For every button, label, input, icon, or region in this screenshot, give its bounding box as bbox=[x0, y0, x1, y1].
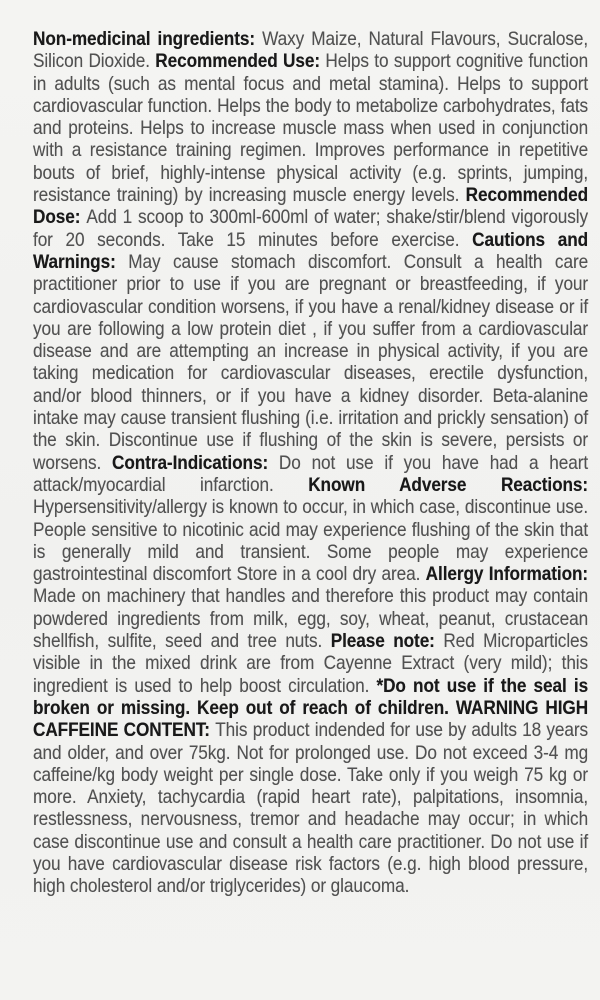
label-body-text: This product indended for use by adults 18 years and older, and over 75kg. Not for prolonged use. Do not exceed 3-4 mg caffeine/kg body weight per single dose. Take only if you weigh 75 kg or more. Anxiety, tachycardia (rapid heart rate), palpitations, insomnia, restlessness, nervousness, tremor and headache may occur; in which case discontinue use and consult a health care practitioner. Do not use if you have cardiovascular disease risk factors (e.g. high blood pressure, high cholesterol and/or triglycerides) or glaucoma. bbox=[33, 719, 589, 898]
label-section-heading: Recommended Dose: bbox=[33, 184, 589, 229]
label-ingredients-warnings-text bbox=[33, 28, 588, 898]
label-section-heading: Known Adverse Reactions: bbox=[308, 473, 589, 496]
label-section-heading: Please note: bbox=[330, 630, 444, 653]
label-section-heading: Recommended Use: bbox=[155, 50, 326, 73]
label-body-text: Helps to support cognitive function in adults (such as mental focus and metal stamina). Helps to support cardiovascular function. Helps the body to metabolize carbohydrates, fats and proteins. Helps to increase muscle mass when used in conjunction with a resistance training regimen. Improves performance in repetitive bouts of brief, highly-intense physical activity (e.g. sprints, jumping, resistance training) by increasing muscle energy levels. bbox=[33, 50, 589, 207]
label-body-text: Do not use if you have had a heart attack/myocardial infarction. bbox=[33, 451, 589, 496]
label-section-heading: Allergy Information: bbox=[425, 563, 589, 586]
label-section-heading: Non-medicinal ingredients: bbox=[33, 28, 263, 50]
label-section-heading: *Do not use if the seal is broken or missing. Keep out of reach of children. WARNING HIGH CAFFEINE CONTENT: bbox=[33, 674, 589, 742]
label-body-text: Hypersensitivity/allergy is known to occur, in which case, discontinue use. People sensitive to nicotinic acid may experience flushing of the skin that is generally mild and transient. Some people may experience gastrointestinal discomfort Store in a cool dry area. bbox=[33, 496, 589, 586]
label-body-text: Add 1 scoop to 300ml-600ml of water; shake/stir/blend vigorously for 20 seconds. Take 15 minutes before exercise. bbox=[33, 206, 589, 251]
label-body-text: May cause stomach discomfort. Consult a health care practitioner prior to use if you are pregnant or breastfeeding, if your cardiovascular condition worsens, if you have a renal/kidney disease or if you are following a low protein diet , if you suffer from a cardiovascular disease and are attempting an increase in physical activity, if you are taking medication for cardiovascular diseases, erectile dysfunction, and/or blood thinners, or if you have a kidney disorder. Beta-alanine intake may cause transient flushing (i.e. irritation and prickly sensation) of the skin. Discontinue use if flushing of the skin is severe, persists or worsens. bbox=[33, 250, 589, 474]
label-body-text: Waxy Maize, Natural Flavours, Sucralose, Silicon Dioxide. bbox=[33, 28, 589, 73]
label-section-heading: Contra-Indications: bbox=[111, 451, 279, 474]
label-body-text: Red Microparticles visible in the mixed drink are from Cayenne Extract (very mild); this ingredient is used to help boost circulation. bbox=[33, 630, 589, 697]
label-body-text: Made on machinery that handles and therefore this product may contain powdered ingredients from milk, egg, soy, wheat, peanut, crustacean shellfish, sulfite, seed and tree nuts. bbox=[33, 585, 589, 653]
label-section-heading: Cautions and Warnings: bbox=[33, 228, 589, 273]
